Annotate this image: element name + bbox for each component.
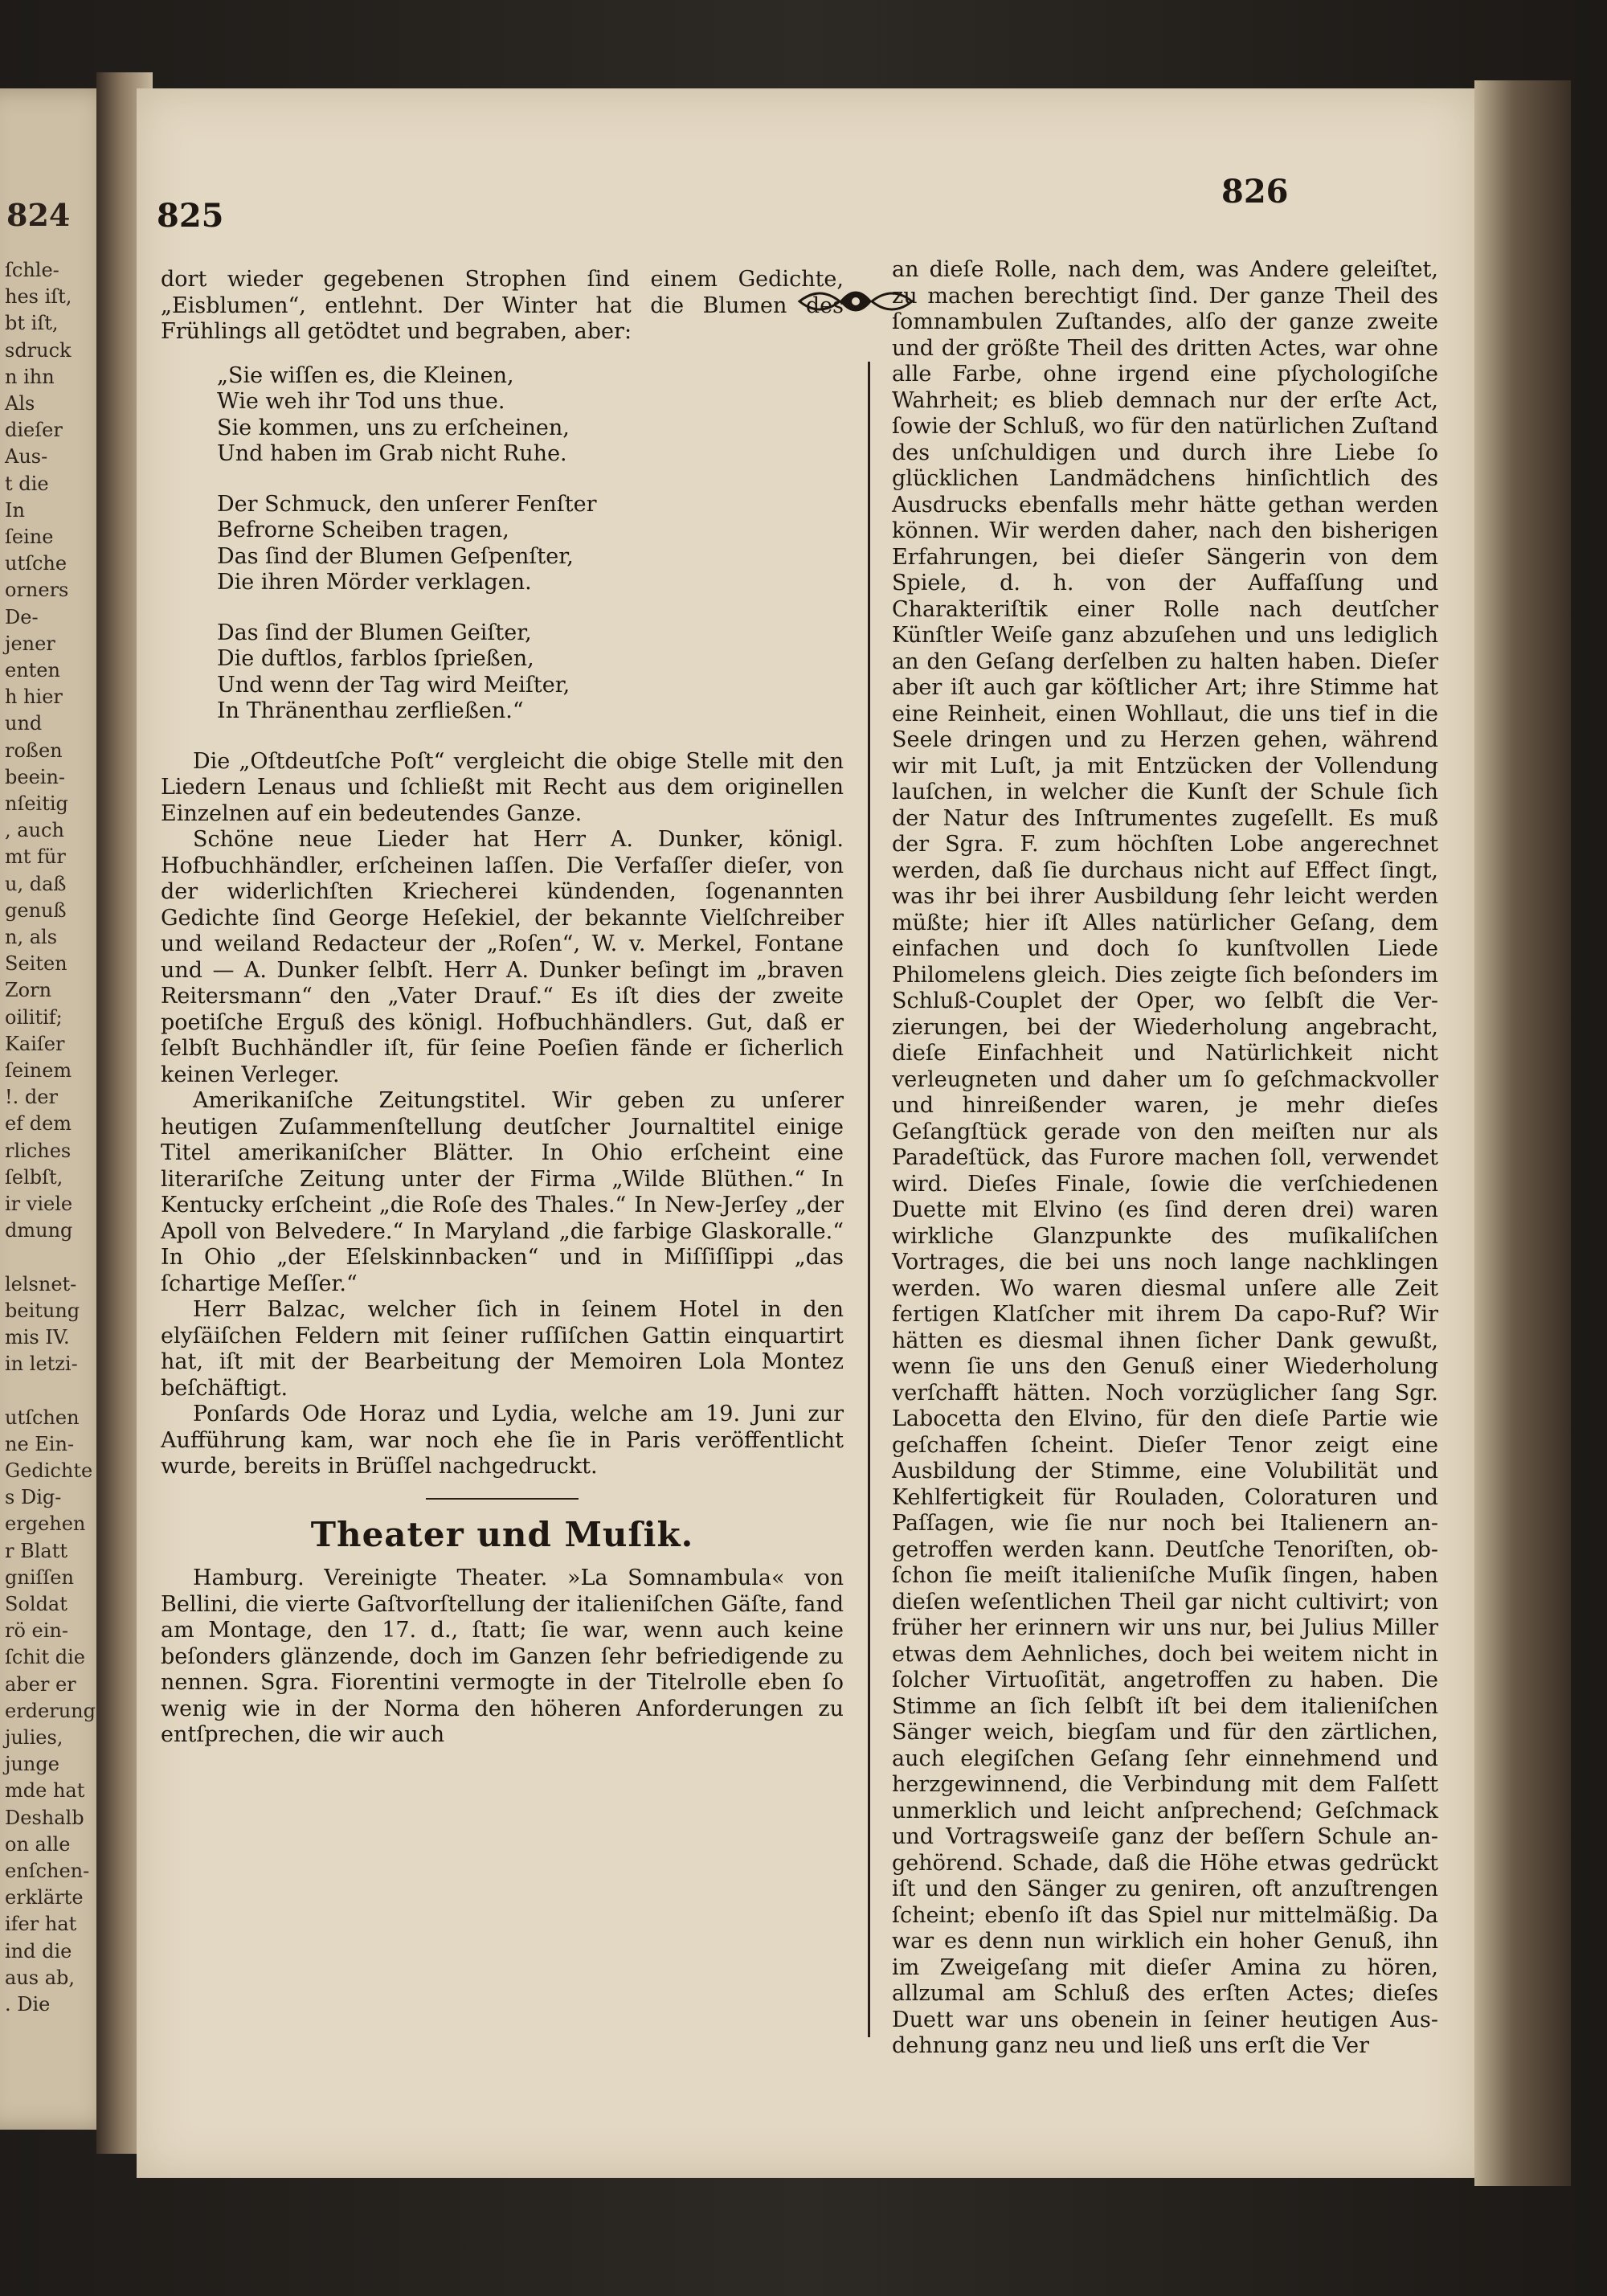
left-page-fragment: on alle <box>5 1832 71 1856</box>
left-page-fragment: Deshalb <box>5 1806 84 1829</box>
paragraph-theater-continued: an dieſe Rolle, nach dem, was Andere geleiſtet, zu machen berechtigt ſind. Der ganze Theil des ſomnambulen Zuſtandes, alſo der ganze zweite und der größte Theil des dritten Actes, war ohne alle Farbe, ohne irgend eine pſychologiſche Wahrheit; es blieb demnach nur der erſte Act, ſowie der Schluß, wo für den natürlichen Zuſtand des unſchuldigen und durch ihre Liebe ſo glücklichen Landmädchens hinſichtlich des Ausdrucks ebenfalls mehr hätte gethan werden können. Wir werden daher, nach den bisherigen Erfahrungen, bei dieſer Sängerin von dem Spiele, d. h. von der Auffaſſung und Charakteriſtik einer Rolle nach deutſcher Künſtler Weiſe ganz abzuſehen und uns lediglich an den Geſang derſelben zu halten haben. Dieſer aber iſt auch gar köſtlicher Art; ihre Stimme hat eine Reinheit, einen Wohllaut, die uns tief in die Seele dringen und zu Herzen gehen, während wir mit Luſt, ja mit Entzücken der Vollendung lauſchen, in welcher die Kunſt der Schule ſich der Natur des Inſtrumentes zugeſellt. Es muß der Sgra. F. zum höchſten Lobe angerechnet werden, daß ſie durchaus nicht auf Effect ſingt, was ihr bei ihrer Ausbildung ſehr leicht werden müßte; hier iſt Alles natürlicher Geſang, dem einfachen und doch ſo kunſtvollen Liede Philomelens gleich. Dies zeigte ſich beſonders im Schluß-Couplet der Oper, wo ſelbſt die Verzierungen, bei der Wiederholung angebracht, dieſe Einfachheit und Natürlichkeit nicht verleugneten und daher um ſo geſchmackvoller und hinreißender waren, je mehr dieſes Geſangſtück gerade von den meiſten nur als Paradeſtück, das Furore machen ſoll, verwendet wird. Dieſes Finale, ſowie die verſchiedenen Duette mit Elvino (es ſind deren drei) waren wirkliche Glanzpunkte des muſikaliſchen Vortrages, die bei uns noch lange nachklingen werden. Wo waren diesmal unſere alle Zeit fertigen Klatſcher mit ihrem Da capo-Ruf? Wir hätten es diesmal ihnen ſicher Dank gewußt, wenn ſie uns den Genuß einer Wiederholung verſchafft hätten. Noch vorzüglicher ſang Sgr. Labocetta den Elvino, für den dieſe Partie wie geſchaffen ſcheint. Dieſer Tenor zeigt eine Ausbildung der Stimme, eine Volubilität und Kehlfertigkeit für Rouladen, Coloraturen und Paſſagen, wie ſie nur noch bei Italienern angetroffen werden kann. Deutſche Tenoriſten, obſchon ſie meiſt italieniſche Muſik ſingen, haben dieſen weſentlichen Theil gar nicht cultivirt; von früher her erinnern wir uns nur, bei Julius Miller etwas dem Aehnliches, doch bei weitem nicht in ſolcher Virtuoſität, angetroffen zu haben. Die Stimme an ſich ſelbſt iſt bei dem italieniſchen Sänger weich, biegſam und für den zärtlichen, auch elegiſchen Geſang ſehr einnehmend und herzgewinnend, die Verbindung mit dem Falſett unmerklich und leicht anſprechend; Geſchmack und Vortragsweiſe ganz der beſſern Schule angehörend. Schade, daß die Höhe etwas gedrückt iſt und den Sänger zu geniren, oft anzuſtrengen ſcheint; ebenſo iſt das Spiel nur mittelmäßig. Da war es denn nun wirklich ein hoher Genuß, ihn im Zweigeſang mit dieſer Amina zu hören, allzumal am Schluß des erſten Actes; dieſes Duett war uns obenein in ſeiner heutigen Ausdehnung ganz neu und ließ uns erſt die Ver <box>892 257 1438 2058</box>
left-page-fragment: t die <box>5 472 49 495</box>
left-page-fragment: oilitif; <box>5 1005 63 1029</box>
left-page-fragment: ind die <box>5 1939 72 1962</box>
left-page-fragment: dieſer <box>5 419 63 442</box>
left-page-fragment: rö ein- <box>5 1619 68 1643</box>
left-page-fragment: enten <box>5 659 60 681</box>
left-page-fragment: ne Ein- <box>5 1432 75 1455</box>
left-page-fragment: ef dem <box>5 1112 72 1136</box>
left-page-fragment: ſelbſt, <box>5 1165 63 1189</box>
page-right-edge <box>1474 80 1571 2186</box>
left-page-fragment: hes iſt, <box>5 285 72 309</box>
section-separator <box>426 1498 579 1500</box>
left-page-fragment: gniſſen <box>5 1565 74 1589</box>
left-page-fragment: Soldat <box>5 1593 67 1615</box>
page-number-left: 825 <box>157 197 224 235</box>
left-page-fragment: !. der <box>5 1086 58 1109</box>
left-page-fragment: mde hat <box>5 1779 85 1803</box>
left-page-fragment: r Blatt <box>5 1539 68 1562</box>
left-page-fragment: n, als <box>5 926 58 948</box>
left-page-fragment: ergehen <box>5 1512 86 1536</box>
left-page-fragment: Seiten <box>5 952 67 976</box>
left-page-fragment: utſchen <box>5 1406 80 1429</box>
left-page-fragment: junge <box>5 1753 59 1776</box>
left-page-fragment: n ihn <box>5 365 55 388</box>
left-page-fragment: in letzi- <box>5 1353 78 1376</box>
left-page-fragment: enſchen- <box>5 1860 90 1882</box>
poem-stanza-3: Das ſind der Blumen Geiſter, Die duftlos, farblos ſprießen, Und wenn der Tag wird Meiſter, In Thränenthau zerfließen.“ <box>217 620 570 723</box>
left-page-fragment: mt für <box>5 845 66 869</box>
left-page-fragment: ſeinem <box>5 1059 72 1082</box>
left-page-fragment: Gedichte <box>5 1459 93 1482</box>
paragraph-dunker: Schöne neue Lieder hat Herr A. Dunker, königl. Hofbuchhändler, erſcheinen laſſen. Die Verfaſſer dieſer, von der widerlichſten Kriecherei kündenden, ſogenannten Gedichte ſind George Heſekiel, der bekannte Vielſchreiber und weiland Redacteur der „Roſen“, W. v. Merkel, Fontane und — A. Dunker ſelbſt. Herr A. Dunker beſingt im „braven Reitersmann“ den „Vater Drauf.“ Es iſt dies der zweite poetiſche Erguß des königl. Hofbuchhändlers. Gut, daß er ſelbſt Buchhändler iſt, für ſeine Poeſien fände er ſicherlich keinen Verleger. <box>161 827 844 1087</box>
column-divider <box>868 362 870 2037</box>
left-page-fragment: De- <box>5 605 39 628</box>
paragraph-balzac: Herr Balzac, welcher ſich in ſeinem Hotel in den elyſäiſchen Feldern mit ſeiner ruſſiſchen Gattin einquartirt hat, iſt mit der Bearbeitung der Memoiren Lola Montez beſchäftigt. <box>161 1297 844 1401</box>
left-page-fragment: lelsnet- <box>5 1272 77 1295</box>
left-page-fragment: und <box>5 712 43 735</box>
left-page-fragment: beitung <box>5 1299 80 1322</box>
left-page-fragment: aus ab, <box>5 1966 76 1989</box>
left-column <box>161 267 844 1749</box>
right-column <box>892 257 1438 2060</box>
intro-paragraph: dort wieder gegebenen Strophen ſind einem Gedichte, „Eisblumen“, entlehnt. Der Winter hat die Blumen des Frühlings all getödtet und begraben, aber: <box>161 267 844 344</box>
page <box>137 88 1474 2178</box>
left-page-fragment: Kaiſer <box>5 1032 65 1055</box>
left-page-fragment: rliches <box>5 1139 72 1162</box>
left-page-fragment: erderung <box>5 1699 96 1722</box>
paragraph-theater-start: Hamburg. Vereinigte Theater. »La Somnambula« von Bellini, die vierte Gaſtvorſtellung der italieniſchen Gäſte, fand am Montage, den 17. d., ſtatt; ſie war, wenn auch keine beſonders glänzende, doch im Ganzen ſehr befriedigende zu nennen. Sgra. Fiorentini vermogte in der Titelrolle eben ſo wenig wie in der Norma den höheren Anforderungen zu entſprechen, die wir auch <box>161 1565 844 1747</box>
paragraph-ponsard: Ponſards Ode Horaz und Lydia, welche am 19. Juni zur Aufführung kam, war noch ehe ſie in Paris veröffentlicht wurde, bereits in Brüſſel nachgedruckt. <box>161 1402 844 1479</box>
poem-stanza-1: „Sie wiſſen es, die Kleinen, Wie weh ihr Tod uns thue. Sie kommen, uns zu erſcheinen, Und haben im Grab nicht Ruhe. <box>217 362 570 466</box>
left-page-fragment: , auch <box>5 819 64 842</box>
left-page-fragment: dmung <box>5 1219 73 1242</box>
left-page-fragment: ifer hat <box>5 1913 77 1936</box>
left-page-fragment: julies, <box>5 1726 63 1749</box>
left-page-fragment: u, daß <box>5 872 67 895</box>
left-page-fragment: sdruck <box>5 338 72 362</box>
left-page-fragment: beein- <box>5 765 66 788</box>
left-page-fragment: aber er <box>5 1672 76 1696</box>
poem-stanza-2: Der Schmuck, den unſerer Fenſter Befrorne Scheiben tragen, Das ſind der Blumen Geſpenſter, Die ihren Mörder verklagen. <box>217 491 597 595</box>
page-number-right: 826 <box>1221 173 1289 211</box>
left-page-fragment: bt iſt, <box>5 312 59 335</box>
paragraph-ostdeutsche-post: Die „Oſtdeutſche Poſt“ vergleicht die obige Stelle mit den Liedern Lenaus und ſchließt mit Recht aus dem originellen Einzelnen auf ein bedeutendes Ganze. <box>161 748 844 826</box>
left-page-fragment: erklärte <box>5 1886 84 1909</box>
left-page-fragment: utſche <box>5 552 67 575</box>
left-page-fragment: In <box>5 498 25 522</box>
left-page-fragment: jener <box>5 632 55 655</box>
left-page-fragment: Zorn <box>5 979 52 1002</box>
left-page-fragment: Als <box>5 392 35 415</box>
left-page-fragment: nſeitig <box>5 792 68 815</box>
left-page-fragment: roßen <box>5 739 63 762</box>
left-page-fragment: ſeine <box>5 526 54 548</box>
left-page-fragment: ſchit die <box>5 1646 85 1669</box>
left-page-fragment: h hier <box>5 686 63 709</box>
left-page-fragment: mis IV. <box>5 1326 70 1349</box>
left-page-fragment: ir viele <box>5 1193 73 1215</box>
left-page-fragment: orners <box>5 579 69 602</box>
left-page-fragment: Aus- <box>5 445 48 469</box>
section-heading: Theater und Muſik. <box>310 1514 694 1554</box>
left-page-number: 824 <box>6 197 71 233</box>
left-page-fragment: s Dig- <box>5 1486 62 1509</box>
left-page-fragment: . Die <box>5 1993 51 2016</box>
left-page-fragment: genuß <box>5 898 67 922</box>
paragraph-zeitungstitel: Amerikaniſche Zeitungstitel. Wir geben zu unſerer heutigen Zuſammenſtellung deutſcher Journaltitel einige Titel amerikaniſcher Blätter. In Ohio erſcheint eine literariſche Zeitung unter der Firma „Wilde Blüthen.“ In Kentucky erſcheint „die Roſe des Thales.“ In New-Jerſey „der Apoll von Belvedere.“ In Maryland „die farbige Glaskoralle.“ In Ohio „der Eſelskinnbacken“ und in Miſſiſſippi „das ſchartige Meſſer.“ <box>161 1088 844 1296</box>
left-page-fragment: ſchle- <box>5 259 59 281</box>
